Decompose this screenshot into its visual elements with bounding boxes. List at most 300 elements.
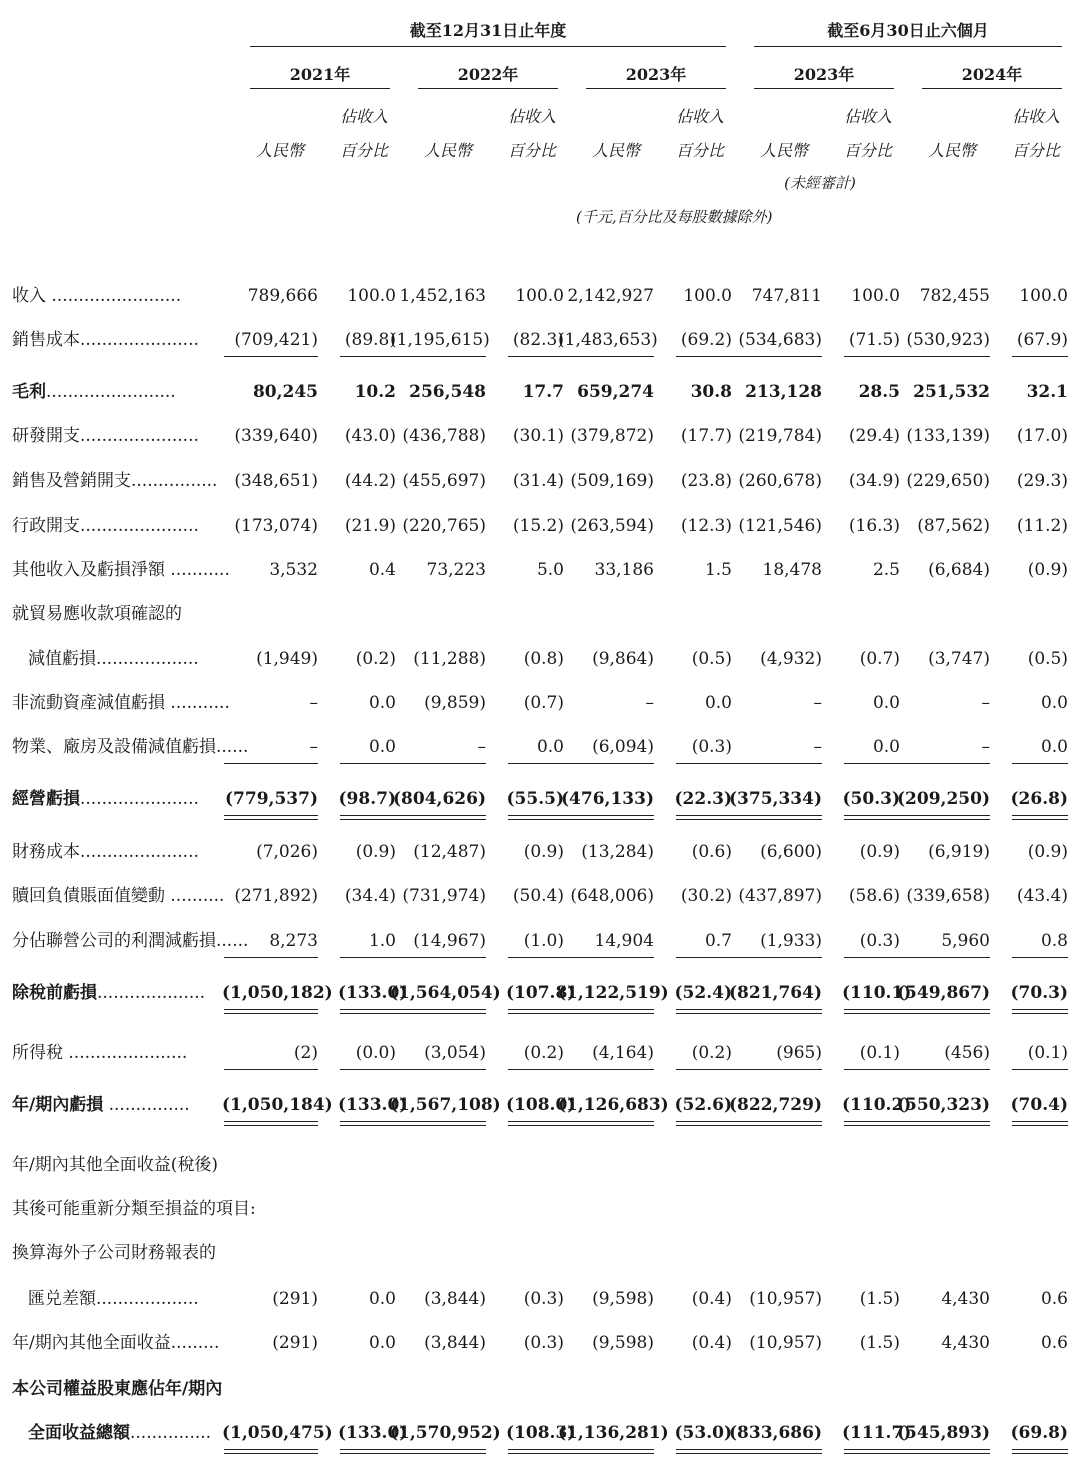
row-label-text: 年/期內其他全面收益(稅後) xyxy=(12,1155,218,1175)
pct-of-revenue-cell: (34.4) xyxy=(344,886,396,906)
underline xyxy=(392,763,486,764)
header-group-year: 截至12月31日止年度 xyxy=(409,21,567,40)
pct-of-revenue-cell: (0.9) xyxy=(1027,560,1068,580)
pct-of-revenue-cell: (22.3) xyxy=(674,789,732,809)
rmb-amount-cell: (7,026) xyxy=(256,842,318,862)
row-label-text: 本公司權益股東應佔年/期內 xyxy=(12,1379,223,1399)
leader-dots: ......... xyxy=(170,1333,220,1353)
underline xyxy=(560,356,654,357)
row-label-text: 研發開支 xyxy=(12,426,80,446)
pct-of-revenue-cell: 100.0 xyxy=(683,286,732,306)
rmb-amount-cell: (456) xyxy=(944,1043,990,1063)
leader-dots: ................ xyxy=(131,471,218,491)
double-underline xyxy=(392,1449,486,1454)
rmb-amount-cell: (263,594) xyxy=(570,516,654,536)
row-label-text: 銷售及營銷開支 xyxy=(12,471,131,491)
col-head-rmb: 人民幣 xyxy=(423,141,472,160)
table-row xyxy=(0,423,1080,449)
row-label xyxy=(12,883,224,909)
double-underline xyxy=(676,1121,732,1126)
underline xyxy=(728,763,822,764)
double-underline xyxy=(224,815,318,820)
underline xyxy=(340,957,396,958)
row-label-text: 其後可能重新分類至損益的項目: xyxy=(12,1199,256,1219)
pct-of-revenue-cell: 0.0 xyxy=(368,1333,396,1353)
pct-of-revenue-cell: (108.3) xyxy=(506,1423,576,1443)
underline xyxy=(728,1069,822,1070)
rmb-amount-cell: (455,697) xyxy=(402,471,486,491)
double-underline xyxy=(224,1449,318,1454)
row-label-text: 其他收入及虧損淨額 xyxy=(12,560,165,580)
rmb-amount-cell: 782,455 xyxy=(919,286,990,306)
double-underline xyxy=(508,1449,564,1454)
pct-of-revenue-cell: 100.0 xyxy=(347,286,396,306)
rmb-amount-cell: (13,284) xyxy=(581,842,654,862)
year-rule xyxy=(250,88,390,89)
row-label xyxy=(12,557,230,583)
row-label xyxy=(28,1420,211,1446)
pct-of-revenue-cell: (133.0) xyxy=(338,1095,408,1115)
leader-dots: ...................... xyxy=(80,842,199,862)
rmb-amount-cell: (4,164) xyxy=(592,1043,654,1063)
rmb-amount-cell: 213,128 xyxy=(745,382,822,402)
pct-of-revenue-cell: (0.4) xyxy=(691,1333,732,1353)
pct-of-revenue-cell: (71.5) xyxy=(848,330,900,350)
row-label xyxy=(12,1040,187,1066)
table-row xyxy=(0,646,1080,672)
row-label-text: 經營虧損 xyxy=(12,789,80,809)
rmb-amount-cell: 747,811 xyxy=(751,286,822,306)
double-underline xyxy=(1012,1449,1068,1454)
pct-of-revenue-cell: (133.0) xyxy=(338,983,408,1003)
double-underline xyxy=(896,1449,990,1454)
rmb-amount-cell: (6,919) xyxy=(928,842,990,862)
rmb-amount-cell: (731,974) xyxy=(402,886,486,906)
table-row xyxy=(0,1040,1080,1066)
pct-of-revenue-cell: (0.2) xyxy=(691,1043,732,1063)
underline xyxy=(224,356,318,357)
row-label xyxy=(12,601,182,627)
col-head-pct-line1: 佔收入 xyxy=(675,107,724,126)
rmb-amount-cell: (530,923) xyxy=(906,330,990,350)
pct-of-revenue-cell: (44.2) xyxy=(344,471,396,491)
table-row xyxy=(0,1196,1080,1222)
underline xyxy=(340,763,396,764)
leader-dots: .......... xyxy=(165,886,225,906)
year-rule xyxy=(754,88,894,89)
rmb-amount-cell: (229,650) xyxy=(906,471,990,491)
table-row xyxy=(0,379,1080,405)
row-label-text: 全面收益總額 xyxy=(28,1423,130,1443)
double-underline xyxy=(844,815,900,820)
table-row xyxy=(0,690,1080,716)
year-label: 2023年 xyxy=(793,65,855,84)
rmb-amount-cell: – xyxy=(477,737,486,757)
pct-of-revenue-cell: 0.7 xyxy=(704,931,732,951)
rmb-amount-cell: (779,537) xyxy=(225,789,318,809)
rmb-amount-cell: (291) xyxy=(272,1289,318,1309)
pct-of-revenue-cell: (23.8) xyxy=(680,471,732,491)
rmb-amount-cell: (709,421) xyxy=(234,330,318,350)
row-label xyxy=(12,690,230,716)
rmb-amount-cell: 8,273 xyxy=(269,931,318,951)
leader-dots: .................... xyxy=(97,983,206,1003)
pct-of-revenue-cell: 0.0 xyxy=(1040,693,1068,713)
leader-dots: ........... xyxy=(165,560,230,580)
row-label xyxy=(12,1092,190,1118)
leader-dots: ...................... xyxy=(80,789,199,809)
rmb-amount-cell: 2,142,927 xyxy=(567,286,654,306)
col-head-pct-line2: 百分比 xyxy=(339,141,388,160)
rmb-amount-cell: (1,570,952) xyxy=(390,1423,501,1443)
pct-of-revenue-cell: (0.2) xyxy=(355,649,396,669)
rmb-amount-cell: 33,186 xyxy=(594,560,654,580)
rmb-amount-cell: (1,567,108) xyxy=(390,1095,501,1115)
double-underline xyxy=(728,815,822,820)
table-row xyxy=(0,883,1080,909)
header-unaudited-note: (未經審計) xyxy=(784,174,856,192)
pct-of-revenue-cell: (12.3) xyxy=(680,516,732,536)
table-row xyxy=(0,786,1080,812)
rmb-amount-cell: 4,430 xyxy=(941,1333,990,1353)
double-underline xyxy=(844,1449,900,1454)
pct-of-revenue-cell: (82.3) xyxy=(512,330,564,350)
pct-of-revenue-cell: (16.3) xyxy=(848,516,900,536)
rmb-amount-cell: (1,126,683) xyxy=(558,1095,669,1115)
table-row xyxy=(0,1286,1080,1312)
row-label-text: 收入 xyxy=(12,286,46,306)
row-label-text: 匯兑差額 xyxy=(28,1289,96,1309)
pct-of-revenue-cell: (52.4) xyxy=(674,983,732,1003)
col-head-pct-line2: 百分比 xyxy=(843,141,892,160)
pct-of-revenue-cell: (29.3) xyxy=(1016,471,1068,491)
row-label xyxy=(12,1330,219,1356)
year-label: 2023年 xyxy=(625,65,687,84)
underline xyxy=(392,356,486,357)
leader-dots: ...... xyxy=(216,737,249,757)
header-group-half-rule xyxy=(754,46,1062,47)
pct-of-revenue-cell: (0.5) xyxy=(1027,649,1068,669)
rmb-amount-cell: – xyxy=(813,737,822,757)
rmb-amount-cell: (1,050,182) xyxy=(222,983,333,1003)
pct-of-revenue-cell: (69.2) xyxy=(680,330,732,350)
underline xyxy=(392,1069,486,1070)
pct-of-revenue-cell: 0.0 xyxy=(536,737,564,757)
rmb-amount-cell: (833,686) xyxy=(729,1423,822,1443)
underline xyxy=(508,763,564,764)
rmb-amount-cell: (348,651) xyxy=(234,471,318,491)
pct-of-revenue-cell: (0.3) xyxy=(523,1289,564,1309)
pct-of-revenue-cell: (0.4) xyxy=(691,1289,732,1309)
pct-of-revenue-cell: (0.7) xyxy=(523,693,564,713)
pct-of-revenue-cell: (52.6) xyxy=(674,1095,732,1115)
pct-of-revenue-cell: (11.2) xyxy=(1016,516,1068,536)
pct-of-revenue-cell: (107.8) xyxy=(506,983,576,1003)
row-label xyxy=(12,928,248,954)
rmb-amount-cell: – xyxy=(309,737,318,757)
double-underline xyxy=(896,1009,990,1014)
rmb-amount-cell: (339,640) xyxy=(234,426,318,446)
rmb-amount-cell: 251,532 xyxy=(913,382,990,402)
underline xyxy=(224,957,318,958)
rmb-amount-cell: (6,094) xyxy=(592,737,654,757)
double-underline xyxy=(1012,1121,1068,1126)
rmb-amount-cell: (3,844) xyxy=(424,1289,486,1309)
rmb-amount-cell: 256,548 xyxy=(409,382,486,402)
pct-of-revenue-cell: (111.7) xyxy=(842,1423,912,1443)
underline xyxy=(508,957,564,958)
pct-of-revenue-cell: (30.1) xyxy=(512,426,564,446)
pct-of-revenue-cell: (15.2) xyxy=(512,516,564,536)
row-label xyxy=(12,980,205,1006)
pct-of-revenue-cell: (17.7) xyxy=(680,426,732,446)
underline xyxy=(1012,763,1068,764)
row-label-text: 行政開支 xyxy=(12,516,80,536)
rmb-amount-cell: (1,050,184) xyxy=(222,1095,333,1115)
rmb-amount-cell: 14,904 xyxy=(594,931,654,951)
header-group-half: 截至6月30日止六個月 xyxy=(827,21,989,40)
rmb-amount-cell: (1,050,475) xyxy=(222,1423,333,1443)
underline xyxy=(392,957,486,958)
double-underline xyxy=(560,1009,654,1014)
pct-of-revenue-cell: (50.3) xyxy=(842,789,900,809)
leader-dots: ...................... xyxy=(63,1043,188,1063)
row-label-text: 換算海外子公司財務報表的 xyxy=(12,1243,216,1263)
col-head-pct-line2: 百分比 xyxy=(675,141,724,160)
rmb-amount-cell: – xyxy=(813,693,822,713)
rmb-amount-cell: (219,784) xyxy=(738,426,822,446)
rmb-amount-cell: 73,223 xyxy=(426,560,486,580)
table-row xyxy=(0,327,1080,353)
table-row xyxy=(0,1092,1080,1118)
leader-dots: ...... xyxy=(216,931,249,951)
leader-dots: ............... xyxy=(130,1423,212,1443)
pct-of-revenue-cell: (0.6) xyxy=(691,842,732,862)
pct-of-revenue-cell: 17.7 xyxy=(522,382,564,402)
year-rule xyxy=(586,88,726,89)
rmb-amount-cell: 789,666 xyxy=(247,286,318,306)
pct-of-revenue-cell: 0.6 xyxy=(1040,1333,1068,1353)
rmb-amount-cell: 3,532 xyxy=(269,560,318,580)
double-underline xyxy=(728,1009,822,1014)
pct-of-revenue-cell: 0.0 xyxy=(1040,737,1068,757)
row-label xyxy=(12,1240,216,1266)
double-underline xyxy=(1012,1009,1068,1014)
rmb-amount-cell: (4,932) xyxy=(760,649,822,669)
pct-of-revenue-cell: (1.5) xyxy=(859,1333,900,1353)
rmb-amount-cell: 1,452,163 xyxy=(399,286,486,306)
pct-of-revenue-cell: (0.2) xyxy=(523,1043,564,1063)
pct-of-revenue-cell: (0.3) xyxy=(691,737,732,757)
table-row xyxy=(0,1240,1080,1266)
pct-of-revenue-cell: (0.5) xyxy=(691,649,732,669)
pct-of-revenue-cell: (26.8) xyxy=(1010,789,1068,809)
rmb-amount-cell: (260,678) xyxy=(738,471,822,491)
table-row xyxy=(0,1376,1080,1402)
pct-of-revenue-cell: 32.1 xyxy=(1026,382,1068,402)
table-row xyxy=(0,980,1080,1006)
rmb-amount-cell: (9,864) xyxy=(592,649,654,669)
pct-of-revenue-cell: (0.8) xyxy=(523,649,564,669)
col-head-pct-line1: 佔收入 xyxy=(843,107,892,126)
rmb-amount-cell: 4,430 xyxy=(941,1289,990,1309)
double-underline xyxy=(224,1121,318,1126)
table-row xyxy=(0,1330,1080,1356)
pct-of-revenue-cell: 0.0 xyxy=(368,693,396,713)
year-rule xyxy=(418,88,558,89)
double-underline xyxy=(224,1009,318,1014)
row-label xyxy=(12,468,217,494)
pct-of-revenue-cell: (69.8) xyxy=(1010,1423,1068,1443)
row-label-text: 年/期內虧損 xyxy=(12,1095,104,1115)
double-underline xyxy=(676,1449,732,1454)
row-label-text: 減值虧損 xyxy=(28,649,96,669)
double-underline xyxy=(560,1449,654,1454)
row-label-text: 毛利 xyxy=(12,382,46,402)
rmb-amount-cell: – xyxy=(645,693,654,713)
double-underline xyxy=(560,1121,654,1126)
underline xyxy=(340,1069,396,1070)
underline xyxy=(1012,356,1068,357)
rmb-amount-cell: (291) xyxy=(272,1333,318,1353)
rmb-amount-cell: (1,949) xyxy=(256,649,318,669)
pct-of-revenue-cell: 100.0 xyxy=(851,286,900,306)
rmb-amount-cell: (375,334) xyxy=(729,789,822,809)
pct-of-revenue-cell: 0.4 xyxy=(368,560,396,580)
double-underline xyxy=(508,815,564,820)
year-label: 2024年 xyxy=(961,65,1023,84)
col-head-pct-line1: 佔收入 xyxy=(339,107,388,126)
underline xyxy=(560,957,654,958)
pct-of-revenue-cell: 0.0 xyxy=(368,1289,396,1309)
col-head-rmb: 人民幣 xyxy=(591,141,640,160)
pct-of-revenue-cell: (133.0) xyxy=(338,1423,408,1443)
col-head-pct-line1: 佔收入 xyxy=(507,107,556,126)
pct-of-revenue-cell: (67.9) xyxy=(1016,330,1068,350)
row-label xyxy=(12,423,199,449)
row-label-text: 分佔聯營公司的利潤減虧損 xyxy=(12,931,216,951)
rmb-amount-cell: (379,872) xyxy=(570,426,654,446)
double-underline xyxy=(844,1121,900,1126)
underline xyxy=(508,356,564,357)
leader-dots: ................... xyxy=(96,649,199,669)
pct-of-revenue-cell: (70.4) xyxy=(1010,1095,1068,1115)
rmb-amount-cell: (209,250) xyxy=(897,789,990,809)
rmb-amount-cell: – xyxy=(309,693,318,713)
underline xyxy=(224,763,318,764)
underline xyxy=(676,356,732,357)
rmb-amount-cell: (1,122,519) xyxy=(558,983,669,1003)
rmb-amount-cell: (271,892) xyxy=(234,886,318,906)
pct-of-revenue-cell: (31.4) xyxy=(512,471,564,491)
leader-dots: ........... xyxy=(165,693,230,713)
underline xyxy=(1012,957,1068,958)
row-label-text: 所得稅 xyxy=(12,1043,63,1063)
pct-of-revenue-cell: 100.0 xyxy=(515,286,564,306)
row-label-text: 年/期內其他全面收益 xyxy=(12,1333,171,1353)
pct-of-revenue-cell: 28.5 xyxy=(858,382,900,402)
rmb-amount-cell: (11,288) xyxy=(413,649,486,669)
pct-of-revenue-cell: 0.0 xyxy=(704,693,732,713)
rmb-amount-cell: (220,765) xyxy=(402,516,486,536)
leader-dots: ...................... xyxy=(80,426,199,446)
rmb-amount-cell: (1,136,281) xyxy=(558,1423,669,1443)
pct-of-revenue-cell: 30.8 xyxy=(690,382,732,402)
pct-of-revenue-cell: 2.5 xyxy=(872,560,900,580)
pct-of-revenue-cell: 1.0 xyxy=(368,931,396,951)
pct-of-revenue-cell: 100.0 xyxy=(1019,286,1068,306)
leader-dots: ...................... xyxy=(80,330,199,350)
double-underline xyxy=(896,815,990,820)
double-underline xyxy=(392,1009,486,1014)
rmb-amount-cell: (509,169) xyxy=(570,471,654,491)
rmb-amount-cell: (6,600) xyxy=(760,842,822,862)
double-underline xyxy=(844,1009,900,1014)
pct-of-revenue-cell: (0.3) xyxy=(859,931,900,951)
double-underline xyxy=(508,1121,564,1126)
table-row xyxy=(0,513,1080,539)
row-label xyxy=(12,513,199,539)
double-underline xyxy=(340,1121,396,1126)
rmb-amount-cell: (822,729) xyxy=(729,1095,822,1115)
pct-of-revenue-cell: (43.4) xyxy=(1016,886,1068,906)
row-label xyxy=(12,839,199,865)
pct-of-revenue-cell: (17.0) xyxy=(1016,426,1068,446)
rmb-amount-cell: (534,683) xyxy=(738,330,822,350)
rmb-amount-cell: (339,658) xyxy=(906,886,990,906)
rmb-amount-cell: (9,598) xyxy=(592,1333,654,1353)
col-head-rmb: 人民幣 xyxy=(759,141,808,160)
rmb-amount-cell: (10,957) xyxy=(749,1289,822,1309)
rmb-amount-cell: (1,933) xyxy=(760,931,822,951)
underline xyxy=(896,356,990,357)
table-row xyxy=(0,839,1080,865)
underline xyxy=(224,1069,318,1070)
year-label: 2021年 xyxy=(289,65,351,84)
row-label xyxy=(12,786,199,812)
row-label xyxy=(12,327,199,353)
underline xyxy=(560,1069,654,1070)
rmb-amount-cell: (6,684) xyxy=(928,560,990,580)
rmb-amount-cell: (14,967) xyxy=(413,931,486,951)
double-underline xyxy=(728,1121,822,1126)
double-underline xyxy=(728,1449,822,1454)
underline xyxy=(896,1069,990,1070)
pct-of-revenue-cell: (0.9) xyxy=(1027,842,1068,862)
table-row xyxy=(0,734,1080,760)
table-row xyxy=(0,1152,1080,1178)
pct-of-revenue-cell: (29.4) xyxy=(848,426,900,446)
rmb-amount-cell: (804,626) xyxy=(393,789,486,809)
underline xyxy=(1012,1069,1068,1070)
pct-of-revenue-cell: 0.0 xyxy=(872,693,900,713)
double-underline xyxy=(1012,815,1068,820)
double-underline xyxy=(340,1009,396,1014)
row-label xyxy=(12,1152,218,1178)
rmb-amount-cell: 5,960 xyxy=(941,931,990,951)
rmb-amount-cell: – xyxy=(981,737,990,757)
rmb-amount-cell: (173,074) xyxy=(234,516,318,536)
row-label xyxy=(12,283,181,309)
pct-of-revenue-cell: (0.3) xyxy=(523,1333,564,1353)
pct-of-revenue-cell: 1.5 xyxy=(704,560,732,580)
leader-dots: ...................... xyxy=(80,516,199,536)
row-label xyxy=(28,646,199,672)
rmb-amount-cell: 659,274 xyxy=(577,382,654,402)
rmb-amount-cell: 18,478 xyxy=(762,560,822,580)
pct-of-revenue-cell: (108.0) xyxy=(506,1095,576,1115)
pct-of-revenue-cell: (1.0) xyxy=(523,931,564,951)
